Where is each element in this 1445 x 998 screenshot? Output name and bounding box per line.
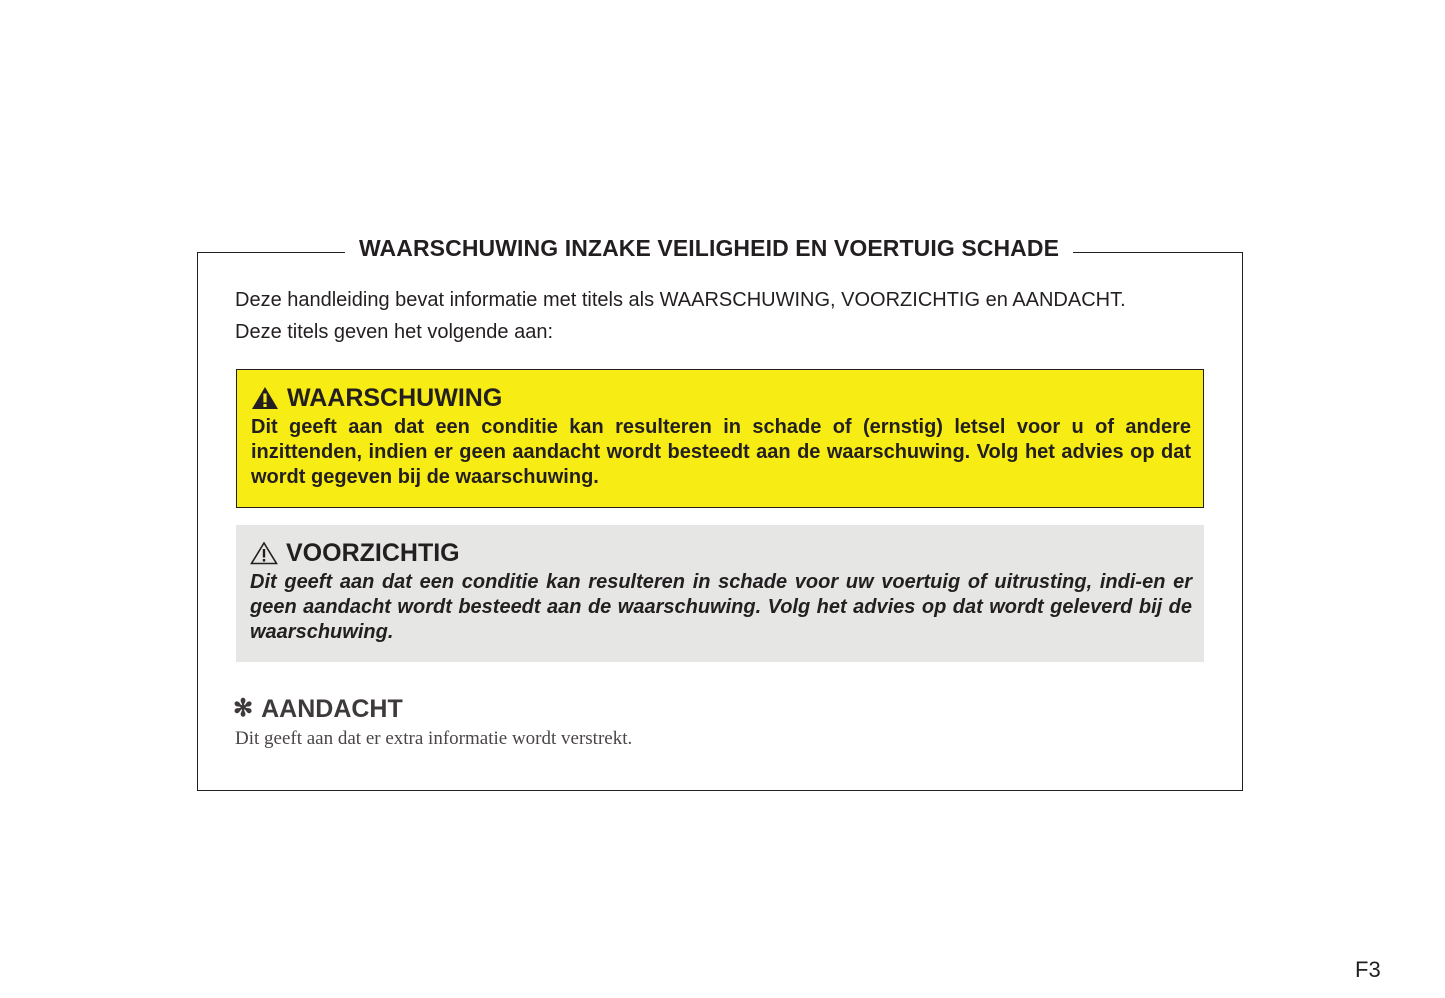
note-block [233, 693, 1213, 752]
warning-header [251, 382, 1191, 414]
page-number: F3 [1355, 957, 1381, 982]
note-header [233, 693, 1213, 725]
note-heading: AANDACHT [261, 695, 403, 723]
warning-box [236, 369, 1204, 508]
intro-line-1: Deze handleiding bevat informatie met titels als WAARSCHUWING, VOORZICHTIG en AANDACHT. [235, 289, 1126, 311]
warning-triangle-outline-icon [250, 541, 278, 565]
caution-heading: VOORZICHTIG [286, 539, 460, 567]
warning-text: Dit geeft aan dat een conditie kan resulteren in schade of (ernstig) letsel voor u of andere inzittenden, indien er geen aandacht wordt besteedt aan de waarschuwing. Volg het advies op dat wordt gegeven bij de waarschuwing. [251, 416, 1191, 488]
caution-header [250, 537, 1192, 569]
section-title: WAARSCHUWING INZAKE VEILIGHEID EN VOERTUIG SCHADE [345, 232, 1073, 264]
warning-triangle-filled-icon [251, 386, 279, 410]
caution-text: Dit geeft aan dat een conditie kan resulteren in schade voor uw voertuig of uitrusting, indi-en er geen aandacht wordt besteedt aan de waarschuwing. Volg het advies op dat wordt geleverd bij de waarschuwing. [250, 571, 1192, 643]
intro-line-2: Deze titels geven het volgende aan: [235, 321, 553, 343]
note-text: Dit geeft aan dat er extra informatie wordt verstrekt. [235, 728, 633, 749]
caution-box [236, 525, 1204, 662]
intro-text [235, 284, 1225, 348]
asterisk-icon: ✻ [233, 695, 254, 722]
warning-heading: WAARSCHUWING [287, 384, 503, 412]
